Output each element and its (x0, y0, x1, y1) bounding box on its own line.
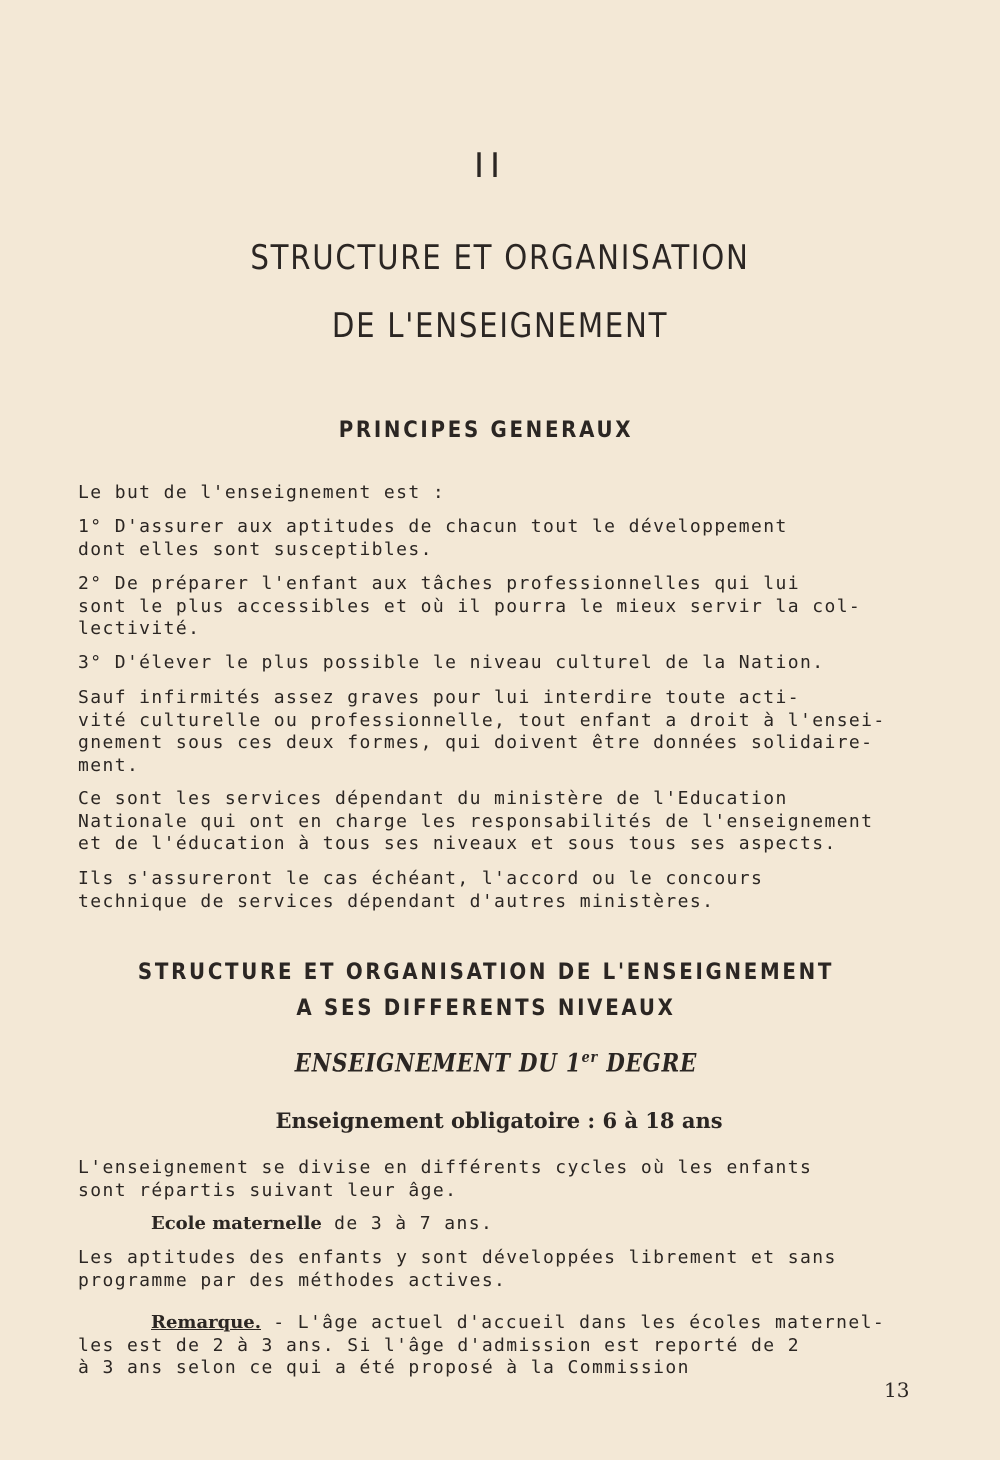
paragraph-point-2: 2° De préparer l'enfant aux tâches professionnelles qui lui sont le plus accessibles et où il pourra le mieux servir la col- lectivité. (78, 573, 862, 639)
paragraph-concours: Ils s'assureront le cas échéant, l'accord ou le concours technique de services dépendant d'autres ministères. (78, 868, 764, 912)
degree-heading-superscript: er (581, 1048, 599, 1066)
section-heading-principes: PRINCIPES GENERAUX (338, 418, 634, 443)
ecole-maternelle-text: de 3 à 7 ans. (321, 1213, 494, 1234)
chapter-title-line-2: DE L'ENSEIGNEMENT (331, 306, 669, 346)
remarque-text: - L'âge actuel d'accueil dans les écoles maternel- les est de 2 à 3 ans. Si l'âge d'admission est reporté de 2 à 3 ans selon ce qui a été proposé à la Commission (78, 1312, 886, 1378)
chapter-number: II (473, 146, 507, 186)
degree-heading-suffix: DEGRE (598, 1048, 698, 1078)
paragraph-remarque (78, 1312, 948, 1380)
remarque-label: Remarque. (151, 1312, 261, 1333)
paragraph-cycles: L'enseignement se divise en différents cycles où les enfants sont répartis suivant leur âge. (78, 1157, 813, 1201)
paragraph-point-3: 3° D'élever le plus possible le niveau culturel de la Nation. (78, 652, 825, 673)
chapter-title-line-1: STRUCTURE ET ORGANISATION (250, 238, 750, 278)
paragraph-infirmites: Sauf infirmités assez graves pour lui interdire toute acti- vité culturelle ou professionnelle, tout enfant a droit à l'ensei- gnement sous ces deux formes, qui doivent être données solidaire- ment. (78, 687, 886, 776)
paragraph-aptitudes: Les aptitudes des enfants y sont développées librement et sans programme par des méthodes actives. (78, 1247, 837, 1291)
paragraph-point-1: 1° D'assurer aux aptitudes de chacun tout le développement dont elles sont susceptibles. (78, 516, 788, 560)
section-heading-structure-line-1: STRUCTURE ET ORGANISATION DE L'ENSEIGNEMENT (137, 960, 835, 985)
degree-heading-prefix: ENSEIGNEMENT DU 1 (294, 1048, 582, 1078)
paragraph-ecole-maternelle (78, 1213, 948, 1236)
degree-heading (74, 1048, 917, 1077)
subsection-heading-obligatoire: Enseignement obligatoire : 6 à 18 ans (275, 1108, 723, 1133)
paragraph-intro: Le but de l'enseignement est : (78, 482, 446, 503)
paragraph-services: Ce sont les services dépendant du ministère de l'Education Nationale qui ont en charge les responsabilités de l'enseignement et de l'éducation à tous ses niveaux et sous tous ses aspects. (78, 788, 874, 854)
section-heading-structure-line-2: A SES DIFFERENTS NIVEAUX (296, 996, 676, 1021)
ecole-maternelle-label: Ecole maternelle (151, 1213, 322, 1234)
page-number: 13 (884, 1378, 910, 1402)
